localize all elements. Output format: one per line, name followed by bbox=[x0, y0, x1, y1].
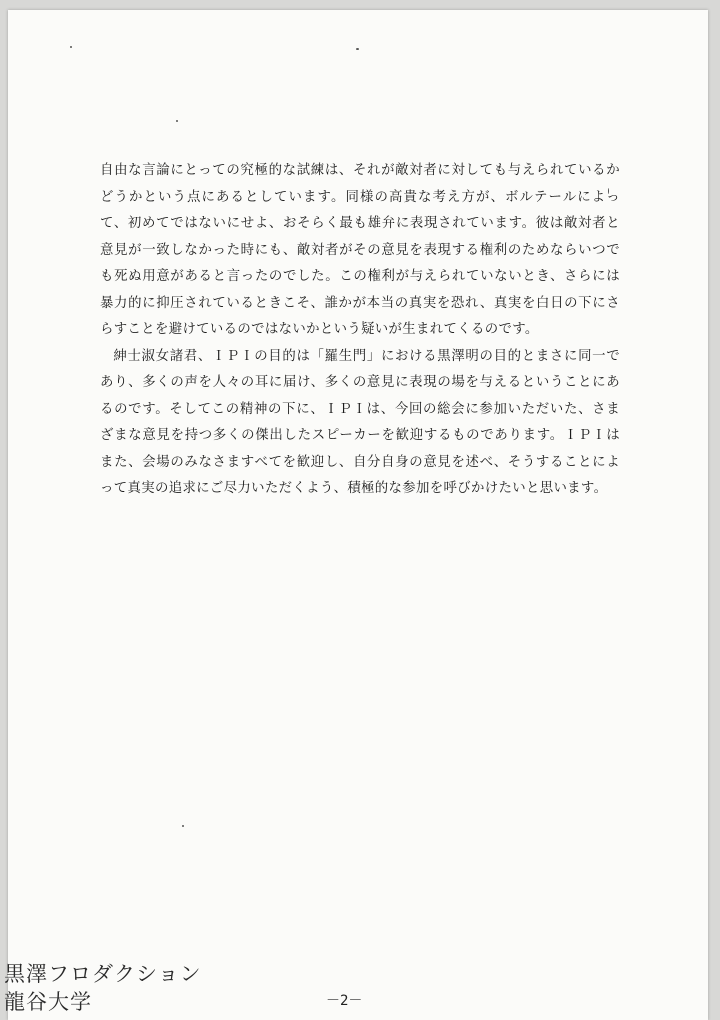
scan-speck bbox=[176, 120, 178, 122]
page-number: －2－ bbox=[326, 993, 363, 1009]
paragraph-1: 自由な言論にとっての究極的な試練は、それが敵対者に対しても与えられているかどうかという点にあるとしています。同様の高貴な考え方が、ボルテールによって、初めてではないにせよ、おそらく最も雄弁に表現されています。彼は敵対者と意見が一致しなかった時にも、敵対者がその意見を表現する権利のためならいつでも死ぬ用意があると言ったのでした。この権利が与えられていないとき、さらには暴力的に抑圧されているときこそ、誰かが本当の真実を恐れ、真実を白日の下にさらすことを避けているのではないかという疑いが生まれてくるのです。 bbox=[100, 163, 620, 337]
document-page bbox=[8, 10, 708, 1020]
scan-speck bbox=[182, 825, 184, 827]
scan-speck bbox=[356, 48, 359, 50]
watermark-line-2: 龍谷大学 bbox=[4, 990, 92, 1014]
scan-speck bbox=[70, 46, 72, 48]
paragraph-2: 紳士淑女諸君、ＩＰＩの目的は「羅生門」における黒澤明の目的とまさに同一であり、多くの声を人々の耳に届け、多くの意見に表現の場を与えるということにあるのです。そしてこの精神の下に、ＩＰＩは、今回の総会に参加いただいた、さまざまな意見を持つ多くの傑出したスピーカーを歓迎するものであります。ＩＰＩはまた、会場のみなさますべてを歓迎し、自分自身の意見を述べ、そうすることによって真実の追求にご尽力いただくよう、積極的な参加を呼びかけたいと思います。 bbox=[100, 348, 620, 496]
watermark-line-1: 黒澤フロダクション bbox=[4, 962, 202, 986]
body-text bbox=[100, 158, 620, 503]
watermark bbox=[4, 960, 202, 1016]
